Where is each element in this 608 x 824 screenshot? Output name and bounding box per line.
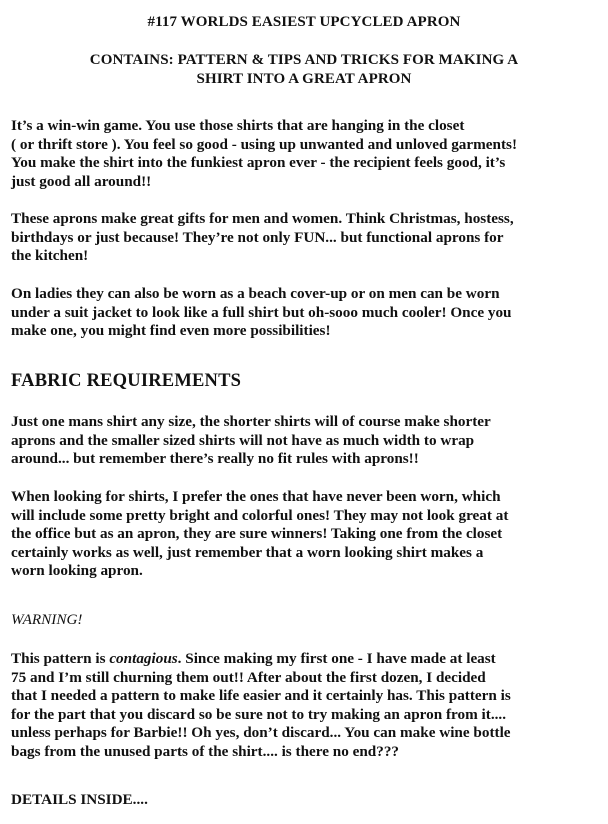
document-title: #117 WORLDS EASIEST UPCYCLED APRON (147, 14, 461, 30)
text-line: certainly works as well, just remember that a worn looking shirt makes a (11, 543, 484, 561)
warning-heading: WARNING! (11, 611, 83, 628)
text-segment: . Since making my first one - I have made at least (177, 650, 496, 667)
text-line: the office but as an apron, they are sure winners! Taking one from the closet (11, 525, 503, 543)
intro-paragraph-1 (11, 117, 599, 191)
text-segment: This pattern is (11, 650, 110, 667)
text-line (11, 650, 599, 669)
emphasis-contagious: contagious (109, 650, 178, 667)
text-line: aprons and the smaller sized shirts will not have as much width to wrap (11, 431, 475, 449)
text-line: You make the shirt into the funkiest apron ever - the recipient feels good, it’s (11, 154, 506, 172)
text-line: It’s a win-win game. You use those shirts that are hanging in the closet (11, 117, 465, 134)
text-line: that I needed a pattern to make life easier and it certainly has. This pattern is (11, 687, 511, 705)
text-line: around... but remember there’s really no fit rules with aprons!! (11, 450, 419, 468)
text-line: just good all around!! (11, 172, 152, 190)
fabric-requirements-heading: FABRIC REQUIREMENTS (11, 371, 242, 391)
text-line: ( or thrift store ). You feel so good - using up unwanted and unloved garments! (11, 135, 518, 153)
subtitle-line-1: CONTAINS: PATTERN & TIPS AND TRICKS FOR MAKING A (89, 52, 519, 68)
text-line: bags from the unused parts of the shirt.... is there no end??? (11, 742, 400, 760)
subtitle-line-2: SHIRT INTO A GREAT APRON (196, 71, 412, 87)
text-line: 75 and I’m still churning them out!! After about the first dozen, I decided (11, 668, 486, 686)
fabric-paragraph-1 (11, 413, 599, 469)
text-line: the kitchen! (11, 247, 89, 265)
text-line: On ladies they can also be worn as a beach cover-up or on men can be worn (11, 285, 500, 302)
text-line: When looking for shirts, I prefer the ones that have never been worn, which (11, 488, 501, 505)
details-inside-footer: DETAILS INSIDE.... (11, 791, 148, 808)
intro-paragraph-3 (11, 285, 599, 341)
text-line: Just one mans shirt any size, the shorter shirts will of course make shorter (11, 413, 491, 430)
text-line: make one, you might find even more possibilities! (11, 322, 331, 340)
text-line: for the part that you discard so be sure not to try making an apron from it.... (11, 705, 507, 723)
text-line: These aprons make great gifts for men and women. Think Christmas, hostess, (11, 210, 514, 227)
text-line: unless perhaps for Barbie!! Oh yes, don’t discard... You can make wine bottle (11, 724, 511, 742)
text-line: will include some pretty bright and colorful ones! They may not look great at (11, 506, 509, 524)
intro-paragraph-2 (11, 210, 599, 266)
text-line: birthdays or just because! They’re not only FUN... but functional aprons for (11, 228, 504, 246)
text-line: worn looking apron. (11, 562, 143, 580)
text-line: under a suit jacket to look like a full shirt but oh-sooo much cooler! Once you (11, 303, 512, 321)
warning-paragraph (11, 650, 599, 762)
fabric-paragraph-2 (11, 488, 599, 581)
